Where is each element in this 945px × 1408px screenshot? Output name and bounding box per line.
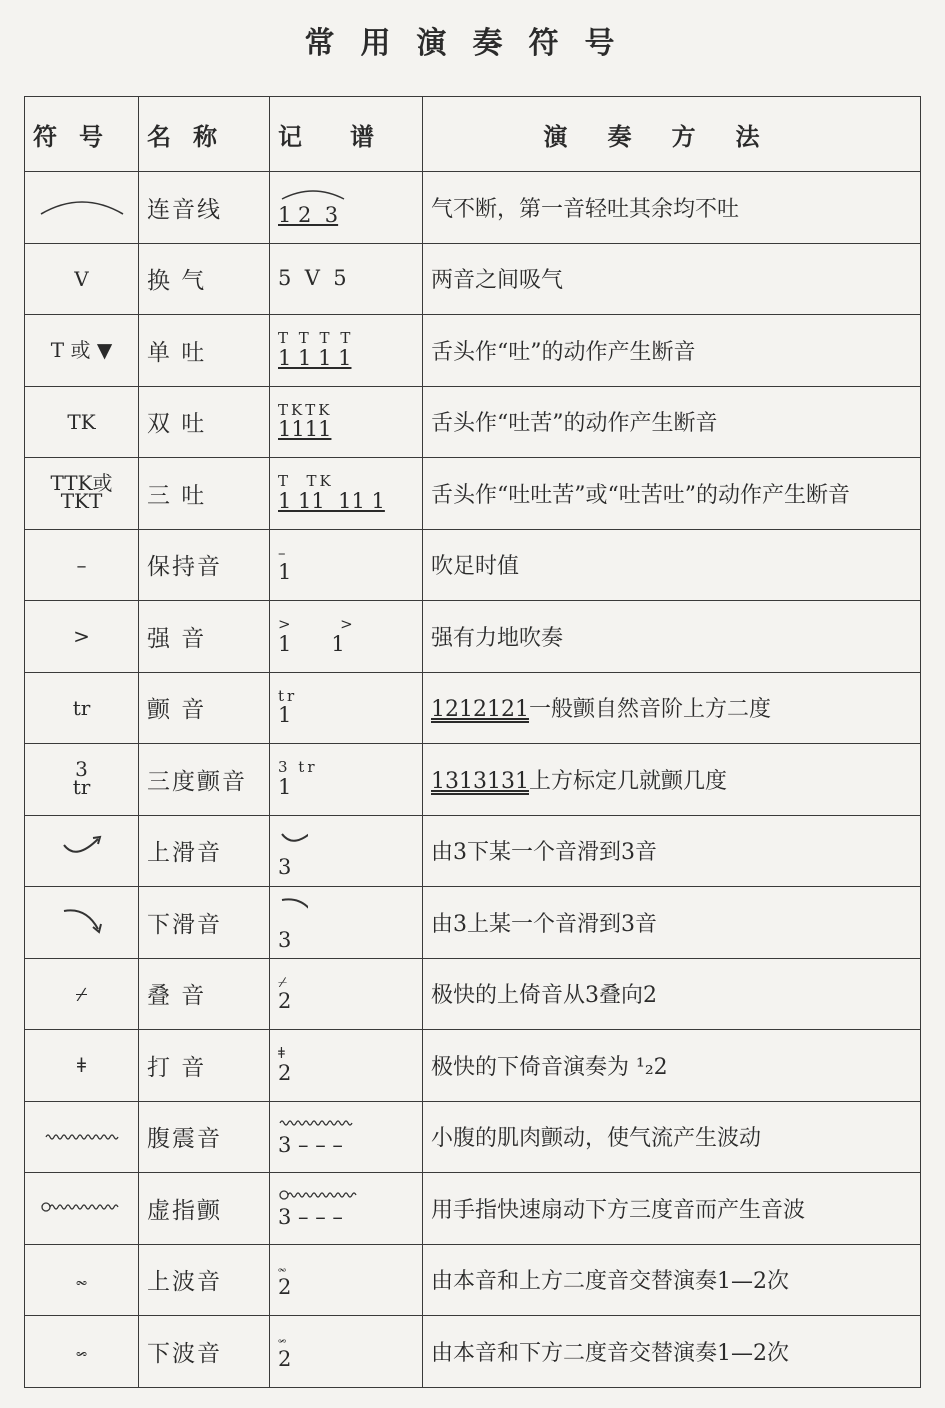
- notation-text: 1: [278, 703, 292, 728]
- notation-text: 2: [278, 1060, 292, 1085]
- notation-text: 5 V 5: [278, 266, 347, 291]
- symbol-text: T 或 ▼: [50, 338, 113, 363]
- table-row: [25, 672, 921, 744]
- name-cell: 叠 音: [139, 958, 270, 1030]
- symbol-text: 3 tr: [72, 756, 91, 799]
- symbol-text: TK: [67, 409, 96, 434]
- header-row: [25, 97, 921, 172]
- symbol-cell: [25, 458, 139, 530]
- performance-symbols-table: [24, 96, 921, 1388]
- notation-cell: [270, 1244, 423, 1316]
- method-cell: [423, 815, 921, 887]
- symbol-cell: [25, 1101, 139, 1173]
- notation-text: 3 – – –: [278, 1205, 343, 1230]
- symbol-text: 𝆘: [75, 1339, 88, 1364]
- table-row: [25, 172, 921, 244]
- notation-text: 1111: [278, 417, 332, 442]
- symbol-text: TTK或TKT: [50, 470, 113, 513]
- notation-cell: [270, 1316, 423, 1388]
- method-text: 舌头作“吐”的动作产生断音: [431, 339, 696, 365]
- header-method: 演奏方法: [423, 97, 921, 172]
- table-row: [25, 315, 921, 387]
- notation-cell: [270, 1101, 423, 1173]
- glide-up-icon: [278, 822, 414, 856]
- method-cell: [423, 172, 921, 244]
- notation-text: 3: [278, 928, 292, 953]
- symbol-cell: [25, 243, 139, 315]
- method-text: 两音之间吸气: [431, 268, 564, 294]
- notation-mark: T T T T: [278, 329, 354, 348]
- symbol-cell: [25, 744, 139, 816]
- notation-mark: > >: [278, 615, 356, 634]
- name-cell: 上滑音: [139, 815, 270, 887]
- notation-text: 1 1 1 1: [278, 345, 352, 370]
- notation-mark: T TK: [278, 472, 334, 491]
- table-row: [25, 1173, 921, 1245]
- symbol-cell: [25, 1173, 139, 1245]
- method-text: 由本音和下方二度音交替演奏1—2次: [431, 1340, 789, 1366]
- name-cell: 连音线: [139, 172, 270, 244]
- notation-mark: ǂ: [278, 1044, 288, 1063]
- method-text: 小腹的肌肉颤动，使气流产生波动: [431, 1126, 762, 1152]
- slur-arc-icon: [37, 199, 127, 223]
- notation-mark: 𝆗: [278, 1258, 290, 1277]
- header-notation: 记谱: [270, 97, 423, 172]
- header-symbol: 符号: [25, 97, 139, 172]
- notation-cell: [270, 744, 423, 816]
- notation-cell: [270, 529, 423, 601]
- name-cell: 虚指颤: [139, 1173, 270, 1245]
- notation-mark: 3 tr: [278, 758, 318, 777]
- table-row: [25, 601, 921, 673]
- notation-cell: [270, 458, 423, 530]
- method-text: 舌头作“吐苦”的动作产生断音: [431, 411, 718, 437]
- method-cell: [423, 958, 921, 1030]
- symbol-cell: [25, 958, 139, 1030]
- notation-cell: [270, 386, 423, 458]
- wavy-line-icon: [278, 1116, 414, 1134]
- method-cell: [423, 386, 921, 458]
- glide-up-icon: [60, 844, 104, 868]
- symbol-cell: [25, 386, 139, 458]
- method-cell: [423, 1173, 921, 1245]
- symbol-text: tr: [72, 695, 91, 720]
- notation-text: 2: [278, 1275, 292, 1300]
- glide-down-icon: [60, 918, 104, 942]
- method-text: 一般颤自然音阶上方二度: [528, 697, 771, 723]
- notation-cell: [270, 1173, 423, 1245]
- name-cell: 打 音: [139, 1030, 270, 1102]
- method-text: 由本音和上方二度音交替演奏1—2次: [431, 1269, 789, 1295]
- notation-cell: [270, 1030, 423, 1102]
- method-cell: [423, 744, 921, 816]
- table-row: [25, 458, 921, 530]
- method-text: 上方标定几就颤几度: [528, 768, 727, 794]
- glide-down-icon: [278, 892, 414, 930]
- method-cell: [423, 243, 921, 315]
- symbol-cell: [25, 815, 139, 887]
- table-row: [25, 887, 921, 959]
- table-row: [25, 958, 921, 1030]
- method-text: 舌头作“吐吐苦”或“吐苦吐”的动作产生断音: [431, 482, 850, 508]
- method-text: 用手指快速扇动下方三度音而产生音波: [431, 1197, 806, 1223]
- symbol-cell: [25, 601, 139, 673]
- trill-pattern: 1212121: [431, 697, 529, 723]
- notation-text: 2: [278, 1346, 292, 1371]
- name-cell: 下滑音: [139, 887, 270, 959]
- notation-mark: TKTK: [278, 400, 333, 419]
- symbol-cell: [25, 1244, 139, 1316]
- notation-text: 3: [278, 854, 292, 879]
- name-cell: 保持音: [139, 529, 270, 601]
- trill-pattern: 1313131: [431, 768, 529, 794]
- notation-cell: [270, 601, 423, 673]
- symbol-cell: [25, 172, 139, 244]
- method-text: 由3下某一个音滑到3音: [431, 840, 657, 866]
- notation-text: 1: [278, 774, 292, 799]
- table-row: [25, 243, 921, 315]
- finger-vibrato-icon: [40, 1196, 124, 1220]
- notation-mark: ⌿: [278, 972, 291, 991]
- notation-cell: [270, 315, 423, 387]
- symbol-cell: [25, 887, 139, 959]
- name-cell: 单 吐: [139, 315, 270, 387]
- method-cell: [423, 601, 921, 673]
- method-cell: [423, 458, 921, 530]
- table-row: [25, 1316, 921, 1388]
- method-cell: [423, 1316, 921, 1388]
- notation-cell: [270, 172, 423, 244]
- method-cell: [423, 887, 921, 959]
- table-row: [25, 1101, 921, 1173]
- notation-cell: [270, 672, 423, 744]
- notation-text: 2: [278, 989, 292, 1014]
- slur-arc-icon: [278, 187, 414, 205]
- symbol-cell: [25, 1316, 139, 1388]
- symbol-text: 𝆗: [75, 1267, 88, 1292]
- name-cell: 上波音: [139, 1244, 270, 1316]
- symbol-text: –: [76, 552, 87, 577]
- method-text: 吹足时值: [431, 554, 520, 580]
- notation-text: 3 – – –: [278, 1132, 343, 1157]
- table-row: [25, 529, 921, 601]
- name-cell: 下波音: [139, 1316, 270, 1388]
- notation-text: 1 2 3: [278, 203, 339, 228]
- header-name: 名称: [139, 97, 270, 172]
- method-cell: [423, 1030, 921, 1102]
- method-cell: [423, 1244, 921, 1316]
- name-cell: 强 音: [139, 601, 270, 673]
- symbol-cell: [25, 1030, 139, 1102]
- page-title: 常用演奏符号: [304, 26, 641, 61]
- method-text: 气不断，第一音轻吐其余均不吐: [431, 196, 740, 222]
- notation-text: 1 11 11 1: [278, 488, 385, 513]
- method-text: 由3上某一个音滑到3音: [431, 911, 657, 937]
- method-cell: [423, 672, 921, 744]
- notation-mark: 𝆘: [278, 1330, 290, 1349]
- table-row: [25, 386, 921, 458]
- notation-cell: [270, 958, 423, 1030]
- method-text: 强有力地吹奏: [431, 625, 564, 651]
- name-cell: 三度颤音: [139, 744, 270, 816]
- name-cell: 换 气: [139, 243, 270, 315]
- symbol-text: ǂ: [76, 1053, 87, 1078]
- notation-cell: [270, 815, 423, 887]
- notation-cell: [270, 243, 423, 315]
- notation-mark: tr: [278, 686, 298, 705]
- notation-text: 1 1: [278, 631, 345, 656]
- finger-vibrato-icon: [278, 1187, 414, 1207]
- method-text: 极快的下倚音演奏为 ¹₂2: [431, 1054, 668, 1080]
- wavy-line-icon: [44, 1125, 120, 1149]
- notation-cell: [270, 887, 423, 959]
- name-cell: 三 吐: [139, 458, 270, 530]
- table-row: [25, 1244, 921, 1316]
- method-text: 极快的上倚音从3叠向2: [431, 983, 657, 1009]
- symbol-cell: [25, 315, 139, 387]
- notation-mark: –: [278, 543, 289, 562]
- symbol-cell: [25, 672, 139, 744]
- table-row: [25, 744, 921, 816]
- table-row: [25, 815, 921, 887]
- name-cell: 双 吐: [139, 386, 270, 458]
- name-cell: 颤 音: [139, 672, 270, 744]
- symbol-cell: [25, 529, 139, 601]
- table-row: [25, 1030, 921, 1102]
- symbol-text: ⌿: [75, 981, 88, 1006]
- method-cell: [423, 315, 921, 387]
- notation-text: 1: [278, 560, 292, 585]
- symbol-text: V: [74, 266, 89, 291]
- method-cell: [423, 1101, 921, 1173]
- symbol-text: >: [73, 624, 90, 649]
- method-cell: [423, 529, 921, 601]
- name-cell: 腹震音: [139, 1101, 270, 1173]
